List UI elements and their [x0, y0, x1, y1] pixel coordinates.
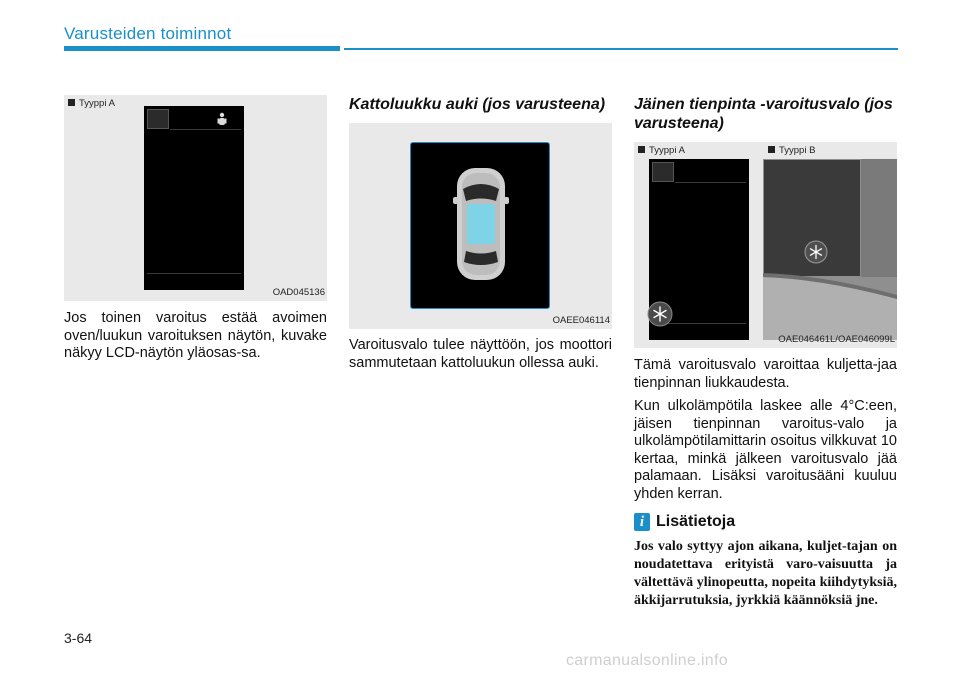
section-heading-icy-road: Jäinen tienpinta -varoitusvalo (jos varusteena): [634, 96, 893, 132]
column-right: [634, 95, 897, 610]
watermark: carmanualsonline.info: [566, 652, 728, 669]
info-text: Jos valo syttyy ajon aikana, kuljet-tajan on noudatettava erityistä varo-vaisuutta ja vältettävä ylinopeutta, nopeita kiihdytyksiä, äkkijarrutuksia, jyrkkiä käännöksiä jne.: [634, 539, 897, 608]
figure-code: OAE046461L/OAE046099L: [778, 334, 895, 345]
figure-type-b-label: Tyyppi B: [768, 145, 815, 156]
sunroof-screen: [410, 142, 550, 309]
door-open-icon: [215, 112, 229, 128]
header-rule-thin: [344, 48, 898, 50]
screen-indicator-box: [147, 109, 169, 129]
type-a-screen: [649, 159, 749, 340]
snowflake-icon: [803, 239, 829, 265]
column-middle: [349, 95, 612, 372]
info-title: Lisätietoja: [656, 513, 736, 530]
body-paragraph: Kun ulkolämpötila laskee alle 4°C:een, jäisen tienpinnan varoitus-valo ja ulkolämpötilamittarin osoitus vilkkuvat 10 kertaa, minkä jälkeen varoitusvalo jää palamaan. Lisäksi varoitusääni kuuluu yhden kerran.: [634, 398, 897, 502]
figure-type-label: Tyyppi A: [68, 98, 115, 109]
type-b-screen: [763, 159, 897, 340]
figure-icy-road: [634, 142, 897, 348]
body-paragraph: Jos toinen varoitus estää avoimen oven/luukun varoituksen näytön, kuvake näkyy LCD-näytön yläosas-sa.: [64, 310, 327, 361]
section-heading-sunroof: Kattoluukku auki (jos varusteena): [349, 96, 606, 113]
figure-code: OAEE046114: [552, 315, 610, 326]
header-rule-thick: [64, 46, 340, 51]
snowflake-icon: [646, 300, 674, 328]
section-title: Varusteiden toiminnot: [64, 24, 232, 43]
car-sunroof-icon: [453, 165, 509, 283]
info-icon: i: [634, 513, 650, 531]
cluster-screen: [144, 106, 244, 290]
figure-door-warning: [64, 95, 327, 301]
body-paragraph: Varoitusvalo tulee näyttöön, jos moottori sammutetaan kattoluukun ollessa auki.: [349, 337, 612, 371]
figure-type-a-label: Tyyppi A: [638, 145, 685, 156]
info-box-header: [634, 513, 897, 531]
figure-code: OAD045136: [272, 287, 325, 298]
page-number: 3-64: [64, 630, 93, 646]
figure-sunroof: [349, 123, 612, 329]
body-paragraph: Tämä varoitusvalo varoittaa kuljetta-jaa tienpinnan liukkaudesta.: [634, 357, 897, 391]
column-left: [64, 95, 327, 363]
